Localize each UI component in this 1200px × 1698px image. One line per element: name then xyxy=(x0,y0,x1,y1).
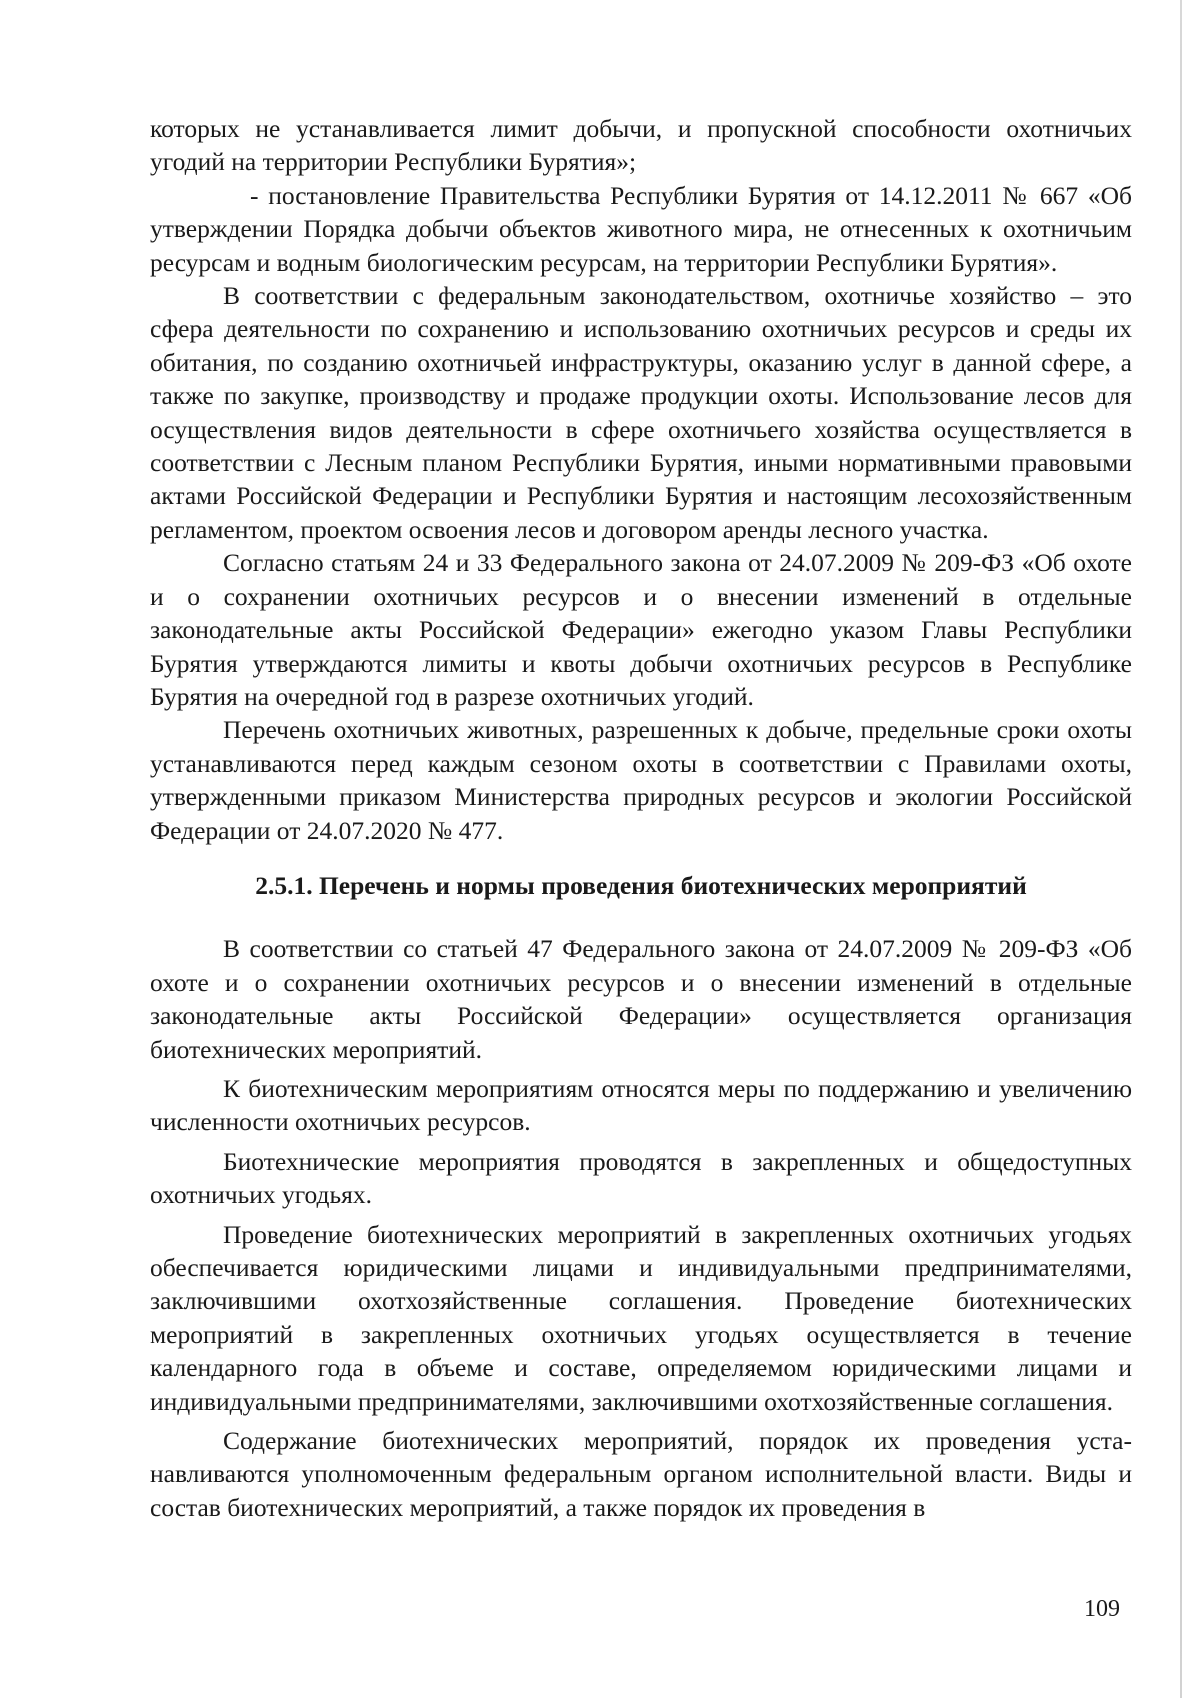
document-body xyxy=(150,112,1132,1524)
paragraph-article-47: В соответствии со статьей 47 Федерального закона от 24.07.2009 № 209-ФЗ «Об охоте и о сохранении охотничьих ресурсов и о внесении изменений в отдельные законодательные акты Российской Федерации» осуществляется организация биотехнических мероприятий. xyxy=(150,934,1132,1064)
paragraph-biotech-content: Содержание биотехнических мероприятий, порядок их проведения устанавливаются уполномоченным федеральным органом исполнительной власти. Виды и состав биотехнических мероприятий, а также порядок их проведения в xyxy=(150,1426,1132,1522)
paragraph-decree-item: - постановление Правительства Республики Бурятия от 14.12.2011 № 667 «Об утверждении Порядка добычи объектов животного мира, не отнесенных к охотничьим ресурсам и водным биологическим ресурсам, на территории Республики Бурятия». xyxy=(150,180,1132,277)
page-number: 109 xyxy=(1084,1596,1120,1622)
scan-page-edge xyxy=(1180,0,1182,1698)
paragraph-biotech-lands: Биотехнические мероприятия проводятся в закрепленных и общедоступных охотничьих угодьях. xyxy=(150,1146,1132,1210)
paragraph-continuation: которых не устанавливается лимит добычи, и пропускной способности охотничьих угодий на территории Республики Бурятия»; xyxy=(150,114,1132,177)
paragraph-hunting-seasons: Перечень охотничьих животных, разрешенных к добыче, предельные сроки охоты устанавливаются перед каждым сезоном охоты в соответствии с Правилами охоты, утвержденными приказом Министерства природных ресурсов и экологии Российской Федерации от 24.07.2020 № 477. xyxy=(150,715,1132,845)
section-heading: 2.5.1. Перечень и нормы проведения биотехнических мероприятий xyxy=(255,870,1027,900)
paragraph-limits-quotas: Согласно статьям 24 и 33 Федерального закона от 24.07.2009 № 209-ФЗ «Об охоте и о сохранении охотничьих ресурсов и о внесении изменений в отдельные законодательные акты Российской Федерации» ежегодно указом Главы Республики Бурятия утверждаются лимиты и квоты добычи охотничьих ресурсов в Республике Бурятия на очередной год в разрезе охотничьих угодий. xyxy=(150,548,1132,711)
paragraph-hunting-economy: В соответствии с федеральным законодательством, охотничье хозяйство – это сфера деятельности по сохранению и использованию охотничьих ресурсов и среды их обитания, по созданию охотничьей инфраструктуры, оказанию услуг в данной сфере, а также по закупке, производству и продаже продукции охоты. Использование лесов для осуществления видов деятельности в сфере охотничьего хозяйства осуществляется в соответствии с Лесным планом Республики Бурятия, иными нормативными правовыми актами Российской Федерации и Республики Бурятия и настоящим лесохозяйственным регламентом, проектом освоения лесов и договором аренды лесного участка. xyxy=(150,281,1132,544)
paragraph-biotech-conduct: Проведение биотехнических мероприятий в закрепленных охотничьих угодьях обеспечивается юридическими лицами и индивидуальными предпринимателями, заключившими охотхозяйственные соглашения. Проведение биотехнических мероприятий в закрепленных охотничьих угодьях осуществляется в течение календарного года в объеме и составе, определяемом юридическими лицами и индивидуальными предпринимателями, заключившими охотхозяйственные соглашения. xyxy=(150,1219,1132,1416)
paragraph-biotech-measures: К биотехническим мероприятиям относятся меры по поддержанию и увеличению численности охотничьих ресурсов. xyxy=(150,1073,1132,1137)
